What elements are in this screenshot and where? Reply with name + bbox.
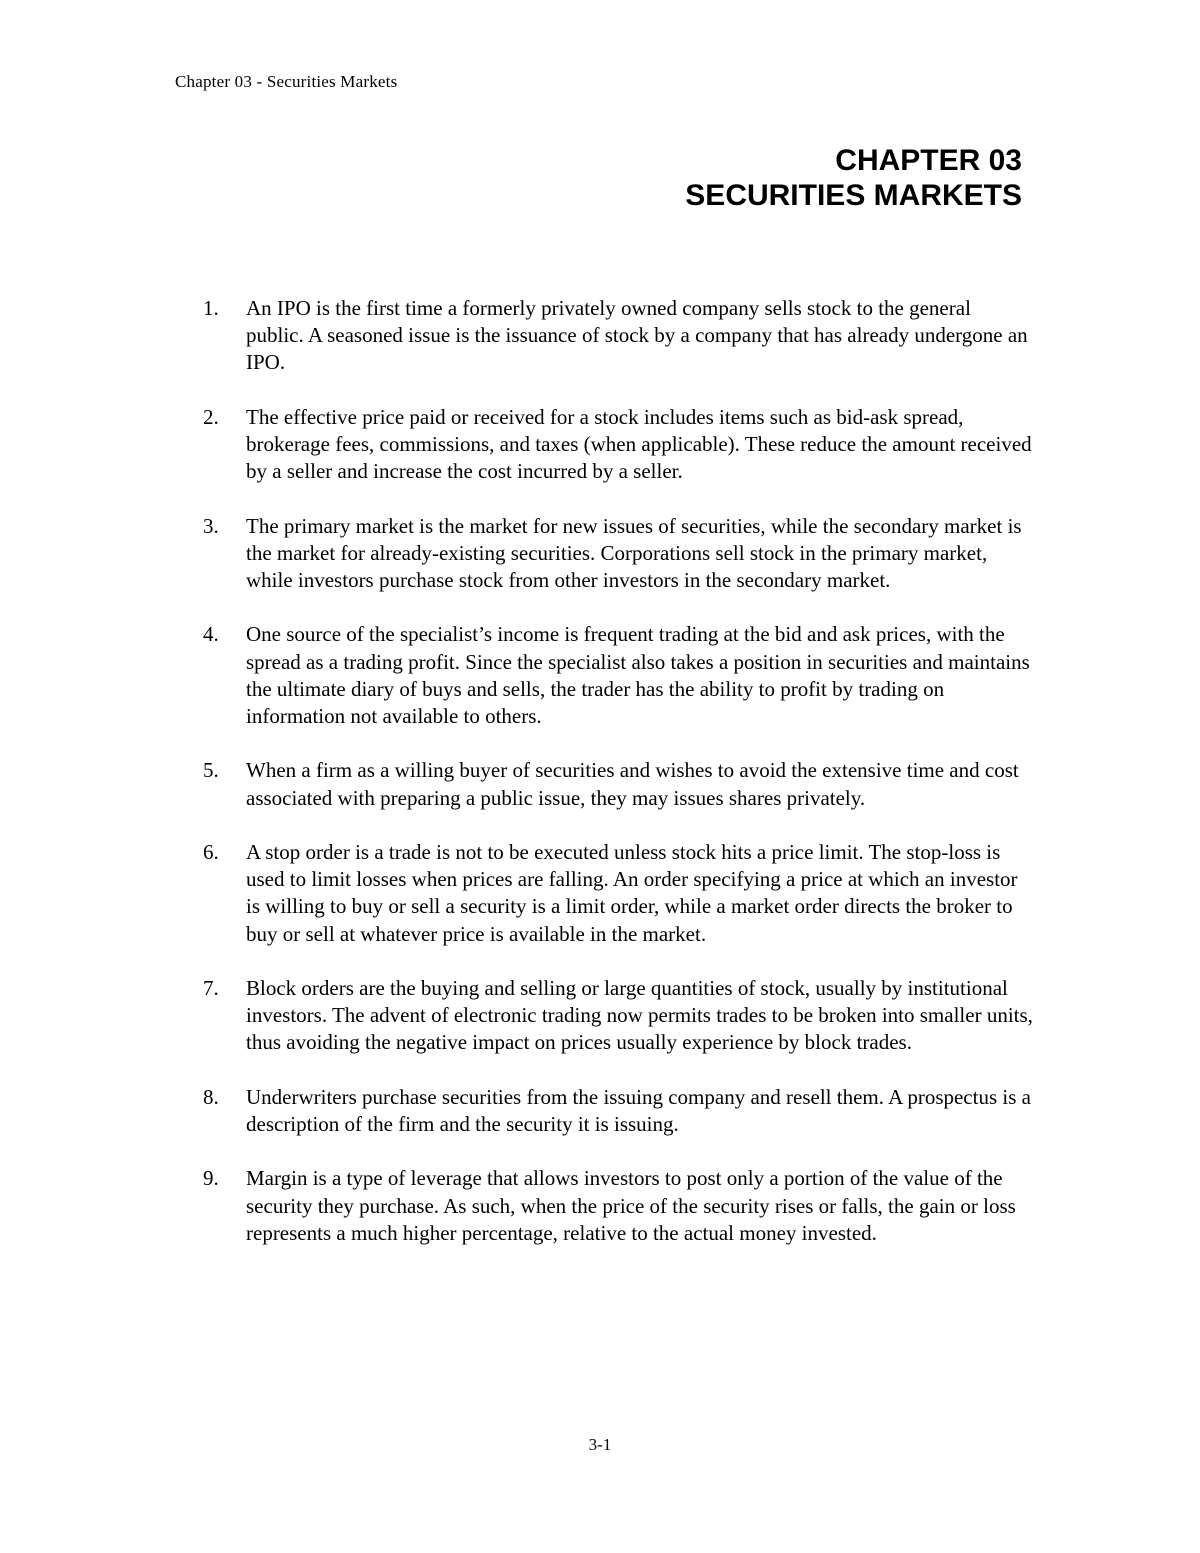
list-item [203, 295, 1033, 377]
list-item [203, 975, 1033, 1057]
chapter-title [685, 143, 1022, 213]
item-text: The effective price paid or received for a stock includes items such as bid-ask spread, brokerage fees, commissions, and taxes (when applicable). These reduce the amount received by a seller and increase the cost incurred by a seller. [246, 404, 1032, 484]
list-item [203, 1165, 1033, 1247]
item-text: A stop order is a trade is not to be executed unless stock hits a price limit. The stop-loss is used to limit losses when prices are falling. An order specifying a price at which an investor is willing to buy or sell a security is a limit order, while a market order directs the broker to buy or sell at whatever price is available in the market. [246, 839, 1018, 946]
page-number: 3-1 [588, 1435, 612, 1454]
item-number: 4. [203, 622, 219, 647]
item-text: Block orders are the buying and selling or large quantities of stock, usually by institutional investors. The advent of electronic trading now permits trades to be broken into smaller units, thus avoiding the negative impact on prices usually experience by block trades. [246, 975, 1033, 1055]
item-text: One source of the specialist’s income is frequent trading at the bid and ask prices, with the spread as a trading profit. Since the specialist also takes a position in securities and maintains the ultimate diary of buys and sells, the trader has the ability to profit by trading on information not available to others. [246, 622, 1030, 728]
item-number: 1. [203, 296, 219, 320]
list-item [203, 404, 1033, 486]
chapter-number-heading: CHAPTER 03 [835, 144, 1022, 177]
list-item [203, 1084, 1033, 1138]
item-number: 8. [203, 1084, 219, 1109]
running-header: Chapter 03 - Securities Markets [175, 72, 398, 91]
chapter-name-heading: SECURITIES MARKETS [685, 179, 1022, 212]
list-item [203, 757, 1033, 811]
item-number: 3. [203, 513, 219, 538]
list-item [203, 621, 1033, 730]
item-text: The primary market is the market for new issues of securities, while the secondary market is the market for already-existing securities. Corporations sell stock in the primary market, while investors purchase stock from other investors in the secondary market. [246, 513, 1022, 592]
item-text: Underwriters purchase securities from the issuing company and resell them. A prospectus is a description of the firm and the security it is issuing. [246, 1084, 1031, 1136]
item-text: Margin is a type of leverage that allows investors to post only a portion of the value of the security they purchase. As such, when the price of the security rises or falls, the gain or loss represents a much higher percentage, relative to the actual money invested. [246, 1166, 1016, 1245]
list-item [203, 513, 1033, 595]
item-text: An IPO is the first time a formerly privately owned company sells stock to the general public. A seasoned issue is the issuance of stock by a company that has already undergone an IPO. [246, 296, 1028, 375]
list-item [203, 839, 1033, 948]
item-number: 5. [203, 758, 219, 783]
answer-list [203, 295, 1033, 1274]
item-text: When a firm as a willing buyer of securities and wishes to avoid the extensive time and cost associated with preparing a public issue, they may issues shares privately. [246, 758, 1019, 810]
item-number: 9. [203, 1166, 219, 1191]
item-number: 2. [203, 404, 219, 429]
item-number: 6. [203, 839, 219, 864]
item-number: 7. [203, 975, 219, 1000]
